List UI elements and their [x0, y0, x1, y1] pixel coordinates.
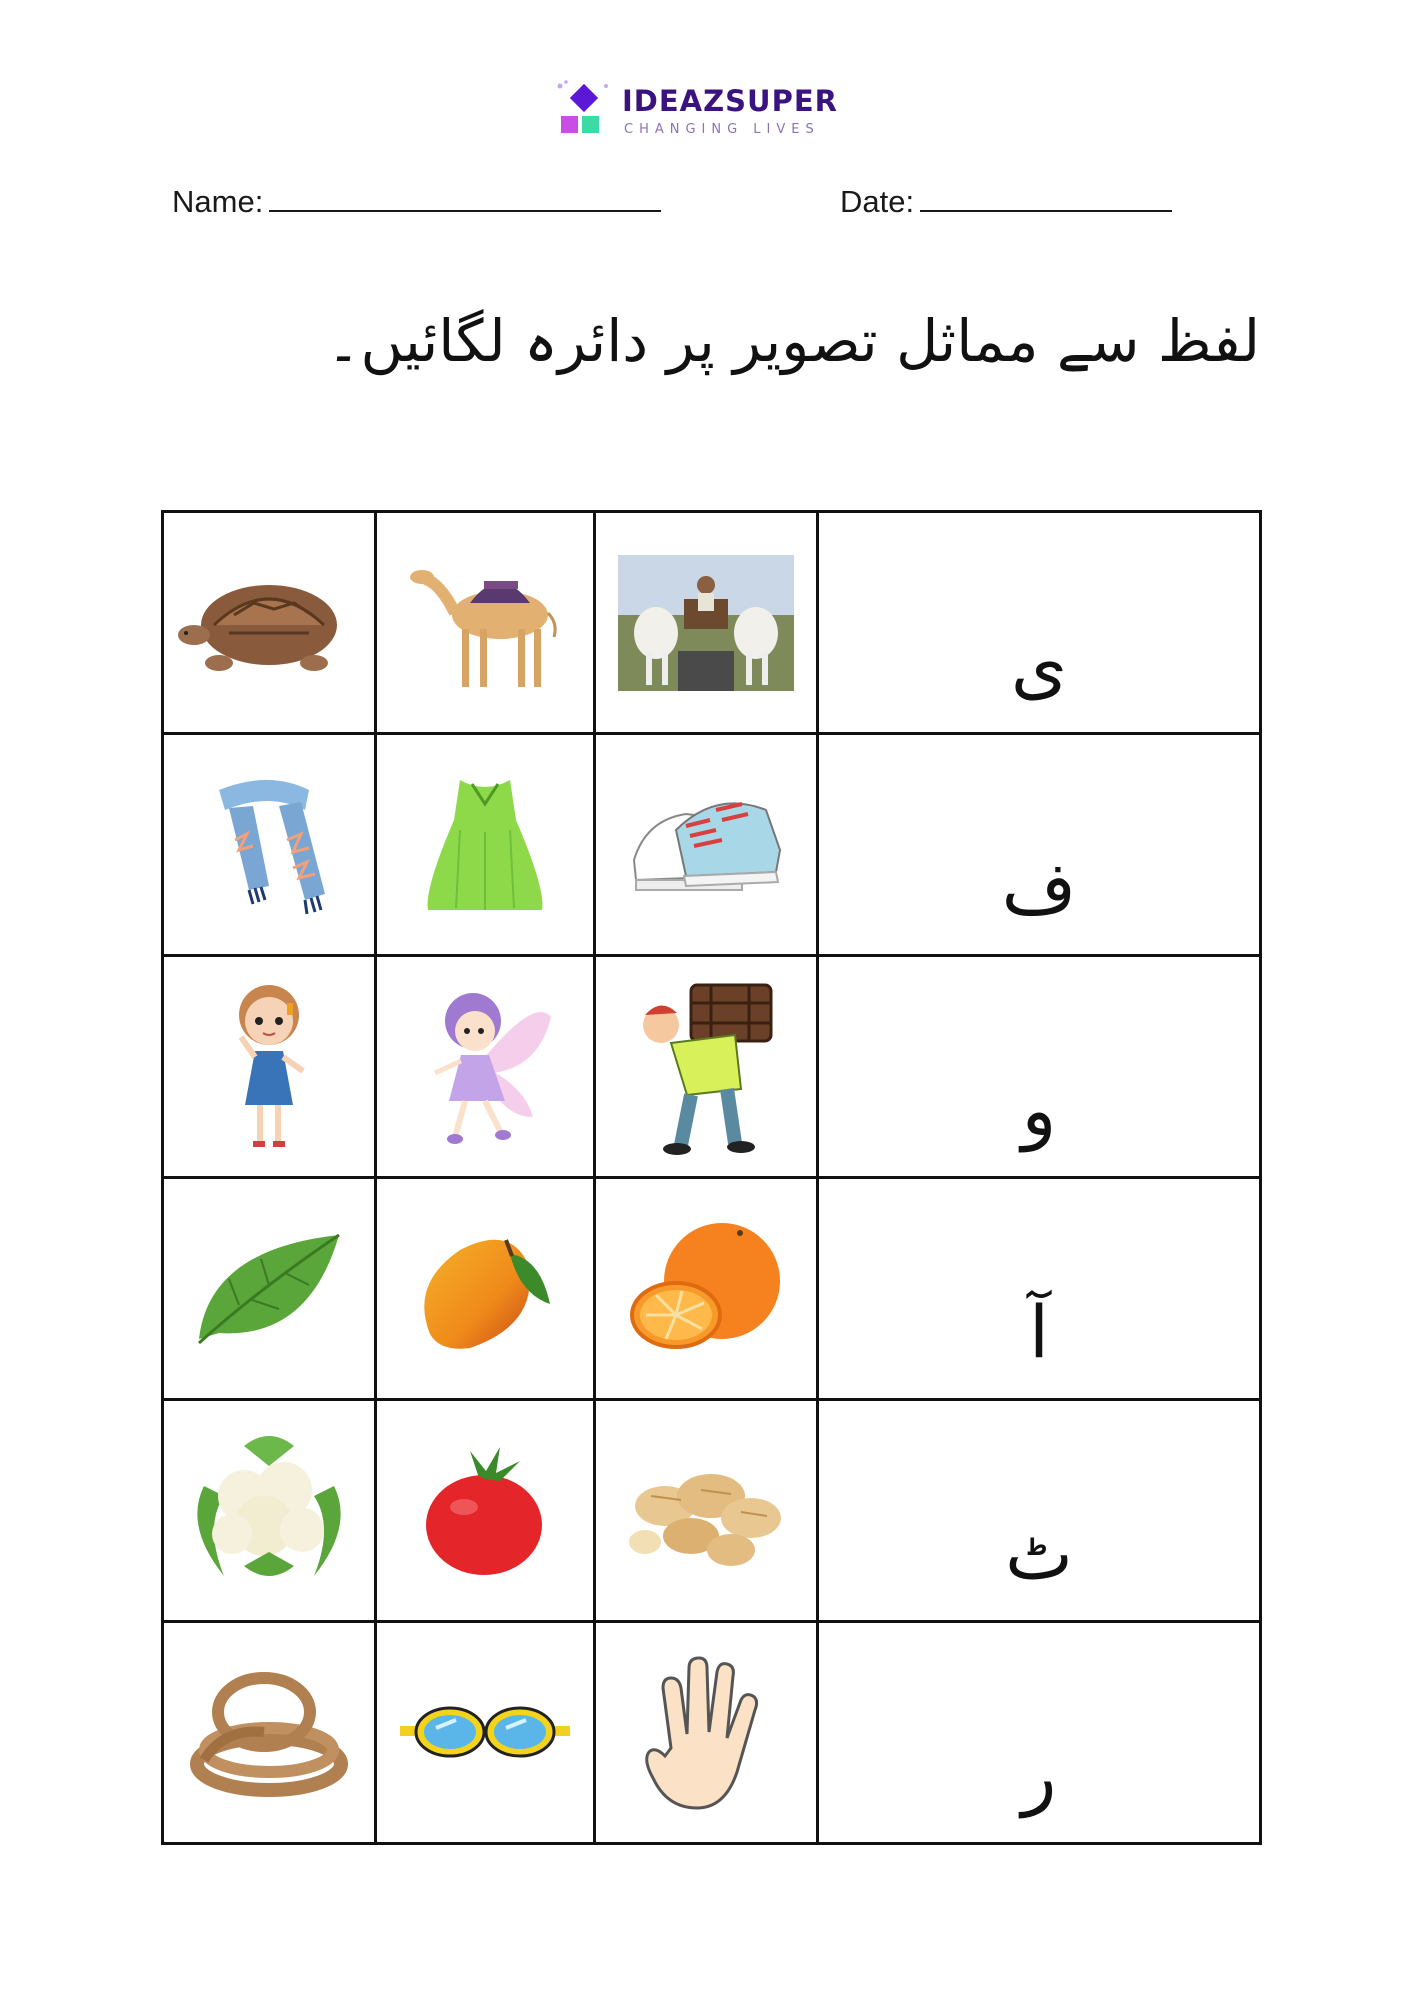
sneakers-icon: [626, 780, 786, 910]
mango-icon: [410, 1224, 560, 1354]
cauliflower-picture-cell[interactable]: [163, 1400, 376, 1622]
name-field[interactable]: [172, 184, 661, 220]
letter-text: و: [1021, 1068, 1057, 1152]
letter-cell: [818, 734, 1261, 956]
table-row: [163, 1400, 1261, 1622]
letter-text: ی: [1010, 624, 1068, 708]
scarf-picture-cell[interactable]: [163, 734, 376, 956]
turtle-picture-cell[interactable]: [163, 512, 376, 734]
worksheet-grid: [161, 510, 1262, 1845]
letter-text: ف: [1001, 846, 1077, 930]
mango-picture-cell[interactable]: [376, 1178, 595, 1400]
logo-mark-icon: [556, 80, 620, 144]
tomato-icon: [420, 1441, 550, 1581]
table-row: [163, 1178, 1261, 1400]
sneakers-picture-cell[interactable]: [595, 734, 818, 956]
table-row: [163, 956, 1261, 1178]
bullock-cart-picture-cell[interactable]: [595, 512, 818, 734]
hand-picture-cell[interactable]: [595, 1622, 818, 1844]
goggles-icon: [400, 1698, 570, 1768]
fairy-picture-cell[interactable]: [376, 956, 595, 1178]
frock-picture-cell[interactable]: [376, 734, 595, 956]
letter-cell: [818, 1178, 1261, 1400]
rope-picture-cell[interactable]: [163, 1622, 376, 1844]
goggles-picture-cell[interactable]: [376, 1622, 595, 1844]
ginger-picture-cell[interactable]: [595, 1400, 818, 1622]
name-line[interactable]: [269, 186, 661, 212]
table-row: [163, 512, 1261, 734]
bullock-cart-icon: [618, 555, 794, 691]
brand-name: IDEAZSUPER: [622, 84, 838, 118]
orange-picture-cell[interactable]: [595, 1178, 818, 1400]
orange-icon: [626, 1219, 786, 1359]
fairy-icon: [415, 977, 555, 1157]
date-line[interactable]: [920, 186, 1172, 212]
rope-icon: [184, 1668, 354, 1798]
letter-cell: [818, 1400, 1261, 1622]
letter-text: ر: [1021, 1734, 1057, 1818]
man-carrying-box-icon: [631, 977, 781, 1157]
frock-icon: [420, 770, 550, 920]
brand-logo: [556, 80, 856, 144]
letter-cell: [818, 512, 1261, 734]
hand-icon: [641, 1648, 771, 1818]
letter-cell: [818, 956, 1261, 1178]
ginger-icon: [621, 1446, 791, 1576]
name-label: Name:: [172, 184, 264, 219]
girl-icon: [219, 977, 319, 1157]
leaf-icon: [189, 1229, 349, 1349]
brand-tagline: CHANGING LIVES: [624, 122, 820, 137]
letter-text: ٹ: [1005, 1512, 1073, 1596]
camel-picture-cell[interactable]: [376, 512, 595, 734]
girl-picture-cell[interactable]: [163, 956, 376, 1178]
instruction-text: لفظ سے مماثل تصویر پر دائرہ لگائیں۔: [326, 307, 1260, 375]
date-field[interactable]: [840, 184, 1172, 220]
table-row: [163, 1622, 1261, 1844]
scarf-icon: [209, 770, 329, 920]
tomato-picture-cell[interactable]: [376, 1400, 595, 1622]
turtle-icon: [174, 563, 364, 683]
date-label: Date:: [840, 184, 915, 219]
leaf-picture-cell[interactable]: [163, 1178, 376, 1400]
table-row: [163, 734, 1261, 956]
letter-text: آ: [1028, 1290, 1049, 1374]
letter-cell: [818, 1622, 1261, 1844]
cauliflower-icon: [184, 1426, 354, 1596]
man-carrying-box-picture-cell[interactable]: [595, 956, 818, 1178]
camel-icon: [400, 553, 570, 693]
